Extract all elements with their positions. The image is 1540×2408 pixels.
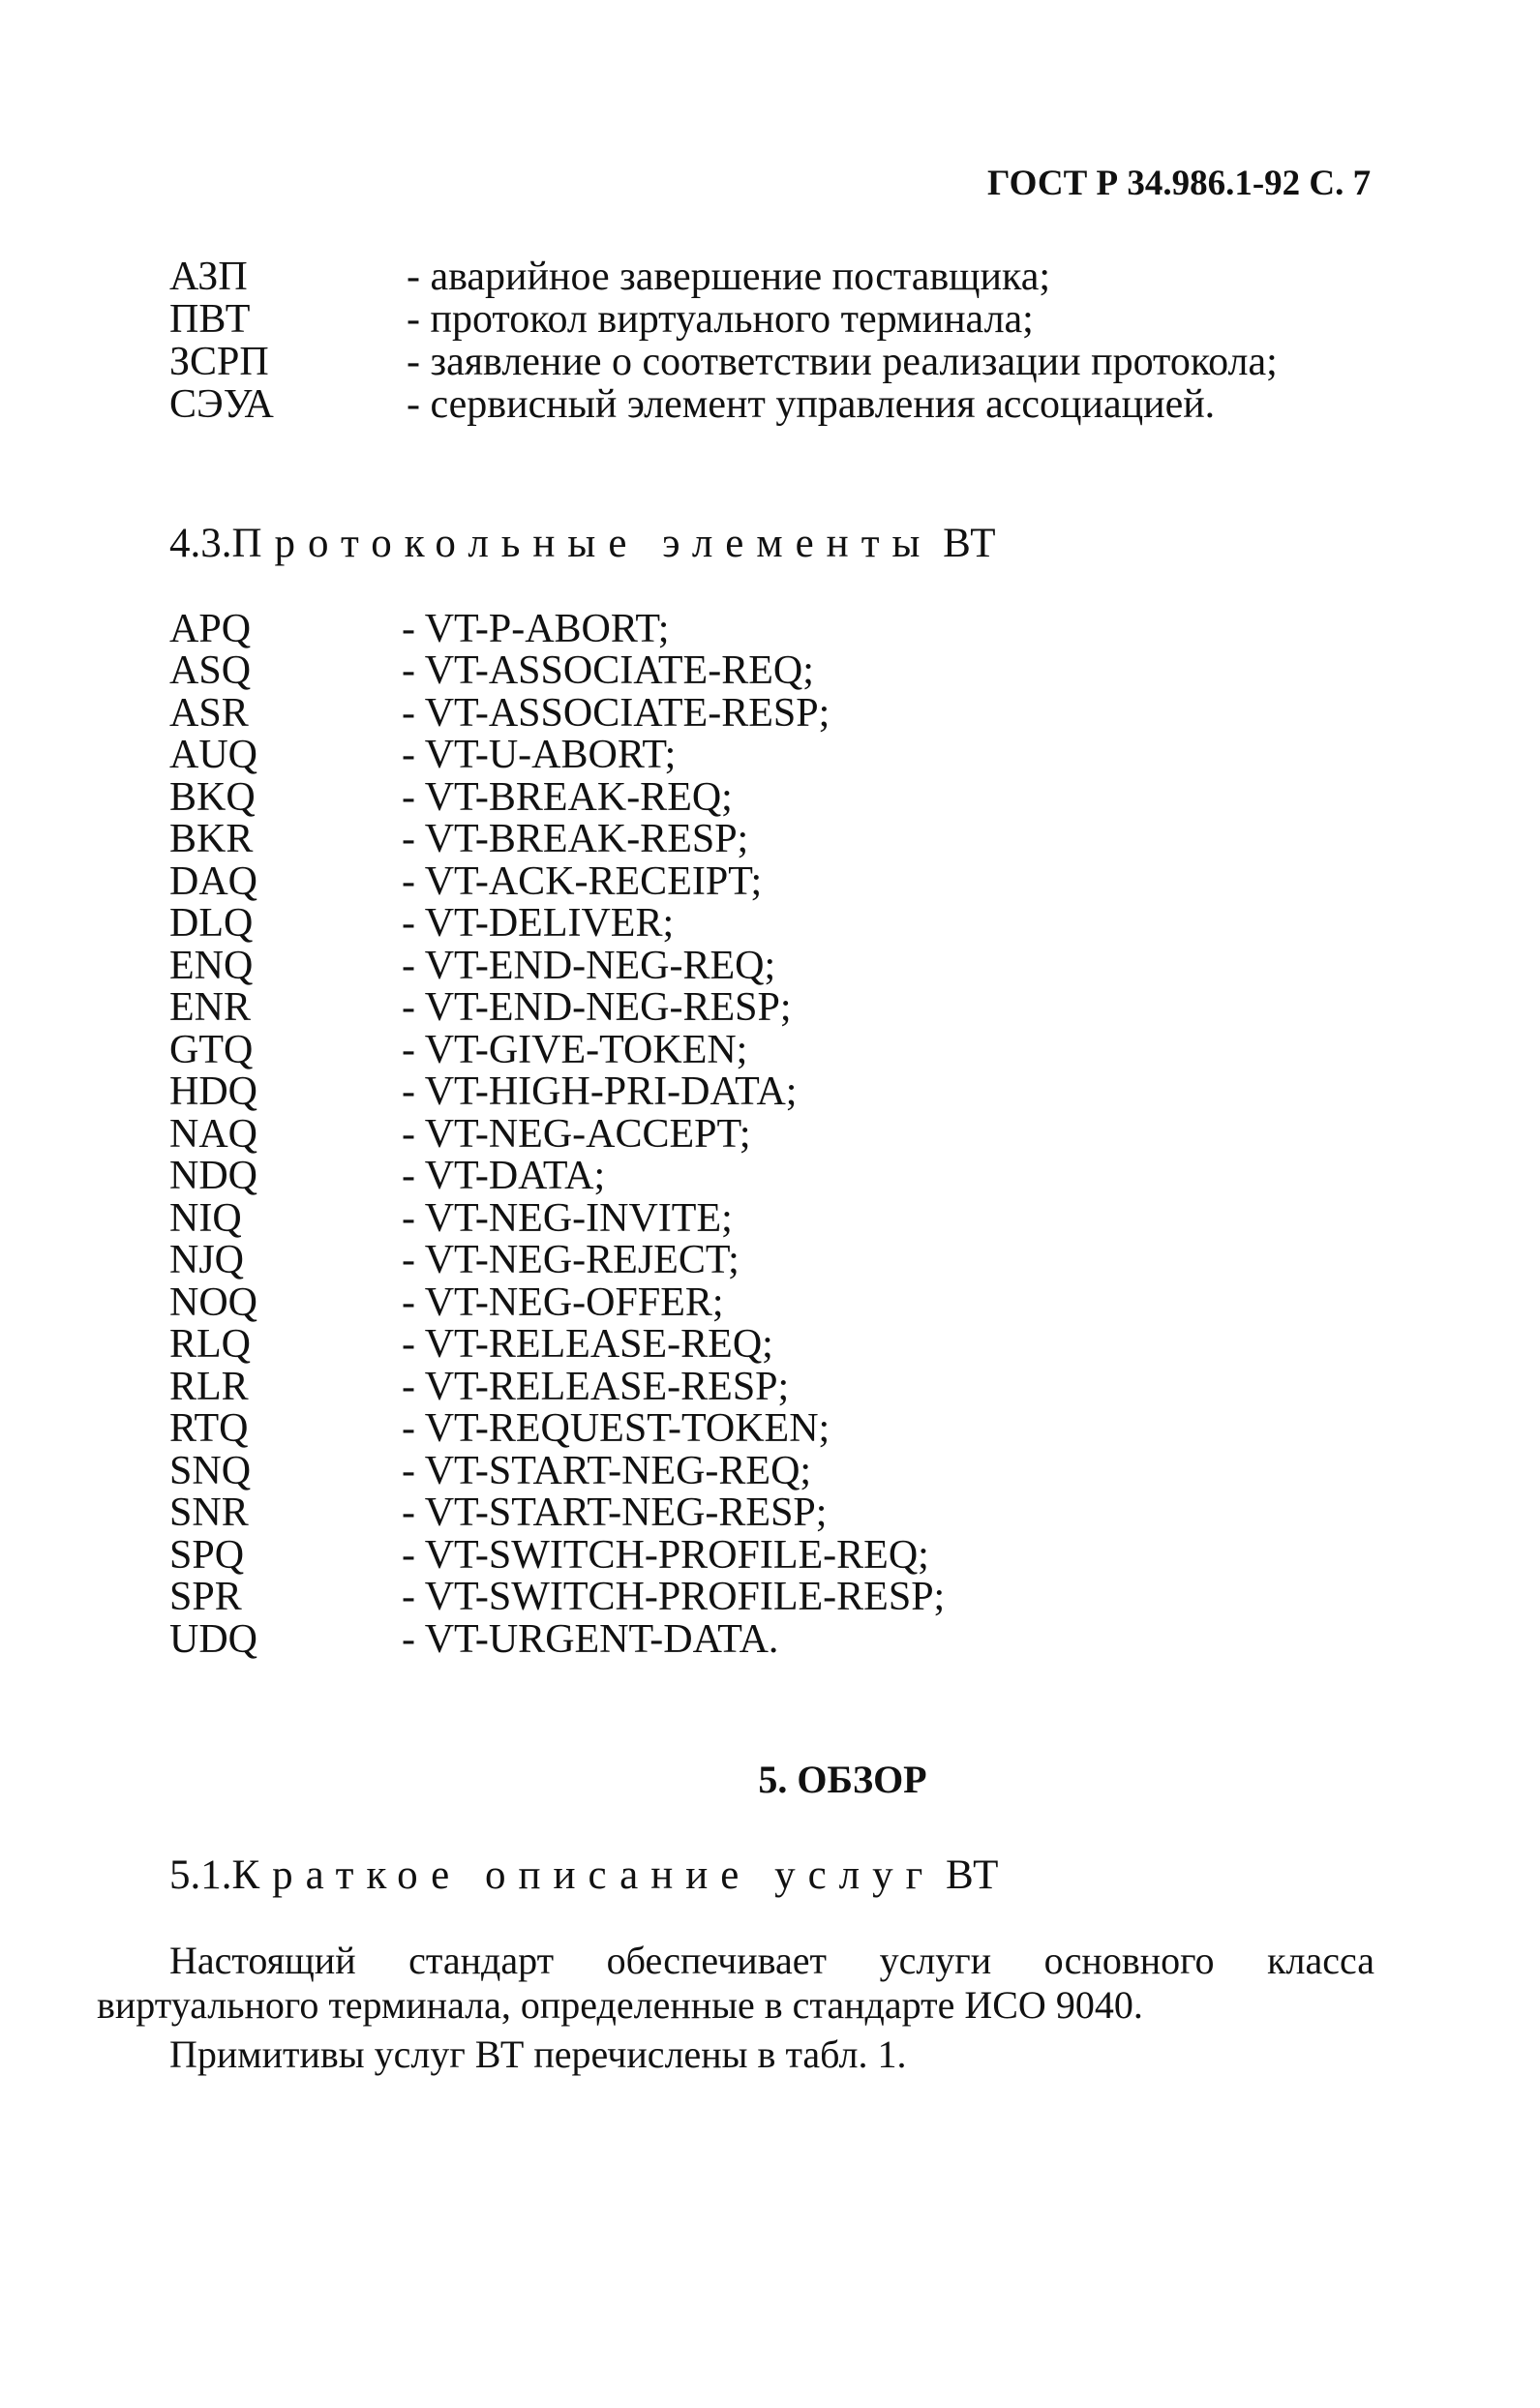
protocol-element-row	[169, 608, 1428, 650]
protocol-element-row	[169, 776, 1428, 819]
protocol-element-row	[169, 1450, 1428, 1492]
protocol-element-code: RLR	[169, 1364, 249, 1409]
protocol-element-code: DAQ	[169, 858, 257, 904]
protocol-element-desc: - VT-ASSOCIATE-REQ;	[402, 648, 814, 694]
protocol-element-code: ENR	[169, 985, 251, 1031]
protocol-element-code: NDQ	[169, 1154, 257, 1199]
protocol-element-code: ASR	[169, 690, 249, 736]
protocol-element-code: NOQ	[169, 1279, 257, 1325]
abbreviation-row	[169, 298, 1428, 341]
protocol-element-desc: - VT-NEG-OFFER;	[402, 1279, 724, 1325]
protocol-element-row	[169, 1240, 1428, 1282]
protocol-element-row	[169, 987, 1428, 1030]
protocol-element-desc: - VT-URGENT-DATA.	[402, 1616, 779, 1662]
protocol-element-desc: - VT-U-ABORT;	[402, 733, 677, 778]
protocol-element-desc: - VT-NEG-ACCEPT;	[402, 1111, 751, 1157]
protocol-element-desc: - VT-BREAK-REQ;	[402, 774, 733, 820]
section-suffix: ВТ	[943, 521, 996, 566]
protocol-element-list	[169, 608, 1428, 1661]
protocol-element-desc: - VT-ACK-RECEIPT;	[402, 858, 763, 904]
protocol-element-row	[169, 1197, 1428, 1240]
protocol-element-code: NIQ	[169, 1195, 242, 1241]
page-header: ГОСТ Р 34.986.1-92 С. 7	[987, 164, 1372, 203]
protocol-element-desc: - VT-NEG-INVITE;	[402, 1195, 733, 1241]
protocol-element-code: GTQ	[169, 1027, 254, 1072]
protocol-element-code: NJQ	[169, 1238, 245, 1283]
protocol-element-code: SPQ	[169, 1532, 245, 1578]
protocol-element-code: NAQ	[169, 1111, 257, 1157]
abbreviation-code: ЗСРП	[169, 340, 269, 384]
protocol-element-desc: - VT-REQUEST-TOKEN;	[402, 1406, 830, 1452]
section-title: Краткое описание услуг	[231, 1852, 936, 1898]
protocol-element-code: SNQ	[169, 1448, 252, 1493]
protocol-element-row	[169, 650, 1428, 693]
protocol-element-desc: - VT-SWITCH-PROFILE-RESP;	[402, 1575, 946, 1620]
protocol-element-code: ASQ	[169, 648, 252, 694]
abbreviation-desc: - сервисный элемент управления ассоциацией.	[407, 382, 1216, 427]
abbreviation-list	[169, 256, 1428, 426]
protocol-element-code: DLQ	[169, 901, 254, 947]
abbreviation-code: ПВТ	[169, 297, 251, 342]
protocol-element-code: RTQ	[169, 1406, 249, 1452]
section-heading-4-3	[169, 520, 996, 567]
protocol-element-row	[169, 1281, 1428, 1324]
abbreviation-row	[169, 383, 1428, 426]
protocol-element-code: RLQ	[169, 1322, 251, 1368]
section-suffix: ВТ	[946, 1852, 999, 1898]
abbreviation-row	[169, 341, 1428, 383]
protocol-element-desc: - VT-SWITCH-PROFILE-REQ;	[402, 1532, 929, 1578]
protocol-element-code: HDQ	[169, 1069, 257, 1115]
protocol-element-row	[169, 1577, 1428, 1619]
protocol-element-code: BKQ	[169, 774, 256, 820]
paragraph-intro	[97, 1939, 1374, 2028]
protocol-element-desc: - VT-RELEASE-REQ;	[402, 1322, 773, 1368]
abbreviation-desc: - протокол виртуального терминала;	[407, 297, 1034, 342]
protocol-element-row	[169, 1366, 1428, 1408]
protocol-element-desc: - VT-P-ABORT;	[402, 606, 670, 651]
protocol-element-row	[169, 1534, 1428, 1577]
protocol-element-code: SPR	[169, 1575, 242, 1620]
protocol-element-desc: - VT-NEG-REJECT;	[402, 1238, 740, 1283]
protocol-element-desc: - VT-RELEASE-RESP;	[402, 1364, 790, 1409]
protocol-element-code: BKR	[169, 817, 254, 862]
paragraph-primitives: Примитивы услуг ВТ перечислены в табл. 1.	[169, 2032, 907, 2076]
protocol-element-code: UDQ	[169, 1616, 257, 1662]
abbreviation-desc: - аварийное завершение поставщика;	[407, 255, 1051, 299]
abbreviation-row	[169, 256, 1428, 298]
protocol-element-code: APQ	[169, 606, 252, 651]
protocol-element-desc: - VT-DELIVER;	[402, 901, 675, 947]
protocol-element-row	[169, 1029, 1428, 1071]
abbreviation-desc: - заявление о соответствии реализации протокола;	[407, 340, 1278, 384]
protocol-element-row	[169, 1156, 1428, 1198]
protocol-element-row	[169, 692, 1428, 735]
abbreviation-code: СЭУА	[169, 382, 274, 427]
protocol-element-row	[169, 903, 1428, 946]
protocol-element-code: ENQ	[169, 943, 254, 988]
section-title: Протокольные элементы	[231, 521, 933, 566]
section-number: 4.3.	[169, 521, 232, 566]
protocol-element-row	[169, 1618, 1428, 1661]
protocol-element-row	[169, 1408, 1428, 1451]
protocol-element-desc: - VT-END-NEG-RESP;	[402, 985, 792, 1031]
protocol-element-row	[169, 1113, 1428, 1156]
protocol-element-desc: - VT-GIVE-TOKEN;	[402, 1027, 748, 1072]
protocol-element-code: SNR	[169, 1490, 249, 1536]
protocol-element-desc: - VT-DATA;	[402, 1154, 606, 1199]
protocol-element-desc: - VT-END-NEG-REQ;	[402, 943, 776, 988]
section-number: 5.1.	[169, 1852, 232, 1898]
section-heading-5-1	[169, 1851, 998, 1899]
protocol-element-desc: - VT-START-NEG-RESP;	[402, 1490, 828, 1536]
protocol-element-row	[169, 819, 1428, 861]
protocol-element-row	[169, 735, 1428, 777]
protocol-element-desc: - VT-HIGH-PRI-DATA;	[402, 1069, 798, 1115]
paragraph-line: Настоящий стандарт обеспечивает услуги основного класса	[169, 1939, 1374, 1982]
section-heading-5: 5. ОБЗОР	[758, 1758, 927, 1801]
protocol-element-row	[169, 1071, 1428, 1114]
protocol-element-row	[169, 860, 1428, 903]
protocol-element-row	[169, 1492, 1428, 1535]
abbreviation-code: АЗП	[169, 255, 248, 299]
protocol-element-row	[169, 1324, 1428, 1367]
protocol-element-desc: - VT-BREAK-RESP;	[402, 817, 749, 862]
protocol-element-desc: - VT-ASSOCIATE-RESP;	[402, 690, 830, 736]
protocol-element-desc: - VT-START-NEG-REQ;	[402, 1448, 812, 1493]
protocol-element-row	[169, 945, 1428, 987]
paragraph-line: виртуального терминала, определенные в стандарте ИСО 9040.	[97, 1983, 1143, 2027]
protocol-element-code: AUQ	[169, 733, 257, 778]
